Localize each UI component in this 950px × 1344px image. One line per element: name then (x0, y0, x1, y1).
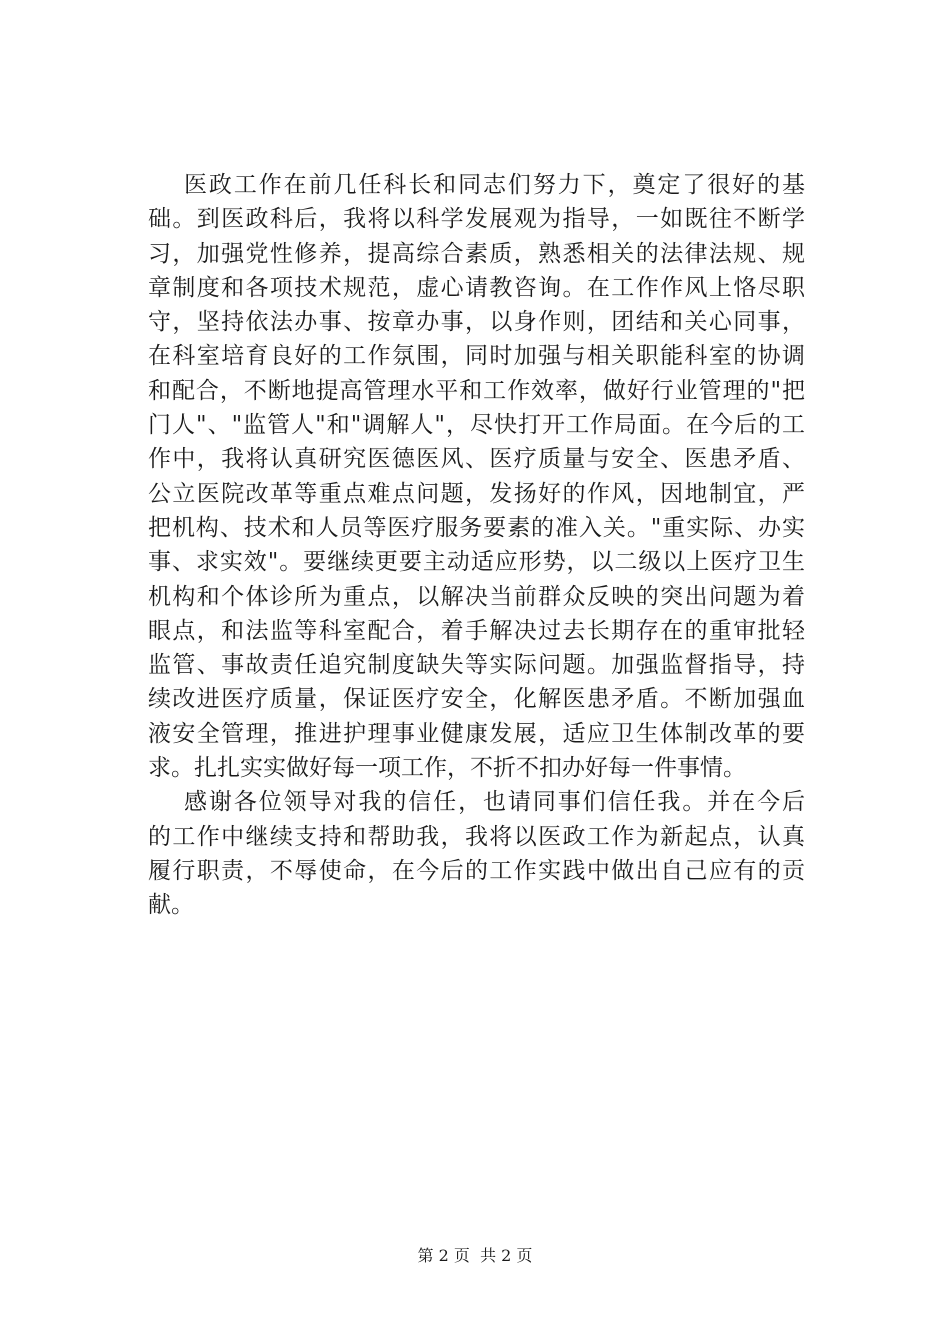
paragraph-line: 机构和个体诊所为重点，以解决当前群众反映的突出问题为着 (148, 583, 805, 610)
paragraph-line: 液安全管理，推进护理事业健康发展，适应卫生体制改革的要 (148, 720, 805, 747)
paragraph-line: 门人"、"监管人"和"调解人"，尽快打开工作局面。在今后的工 (148, 412, 805, 439)
paragraph-line: 习，加强党性修养，提高综合素质，熟悉相关的法律法规、规 (148, 240, 805, 267)
paragraph-line: 事、求实效"。要继续更要主动适应形势，以二级以上医疗卫生 (148, 549, 805, 576)
paragraph-line: 把机构、技术和人员等医疗服务要素的准入关。"重实际、办实 (148, 514, 805, 541)
page-footer: 第 2 页 共 2 页 (417, 1246, 533, 1265)
paragraph-line: 和配合，不断地提高管理水平和工作效率，做好行业管理的"把 (148, 377, 805, 404)
paragraph-line: 眼点，和法监等科室配合，着手解决过去长期存在的重审批轻 (148, 617, 805, 644)
paragraph-1 (148, 168, 805, 785)
paragraph-2 (148, 785, 805, 922)
body-text (148, 168, 805, 923)
paragraph-line: 的工作中继续支持和帮助我，我将以医政工作为新起点，认真 (148, 823, 805, 850)
paragraph-line: 求。扎扎实实做好每一项工作，不折不扣办好每一件事情。 (148, 755, 746, 782)
paragraph-line: 作中，我将认真研究医德医风、医疗质量与安全、医患矛盾、 (148, 446, 805, 473)
paragraph-line: 续改进医疗质量，保证医疗安全，化解医患矛盾。不断加强血 (148, 686, 805, 713)
paragraph-line: 医政工作在前几任科长和同志们努力下，奠定了很好的基 (184, 172, 805, 198)
paragraph-line: 履行职责，不辱使命，在今后的工作实践中做出自己应有的贡 (148, 857, 805, 884)
paragraph-line: 章制度和各项技术规范，虚心请教咨询。在工作作风上恪尽职 (148, 274, 805, 301)
paragraph-line: 感谢各位领导对我的信任，也请同事们信任我。并在今后 (184, 789, 805, 816)
paragraph-line: 在科室培育良好的工作氛围，同时加强与相关职能科室的协调 (148, 343, 805, 370)
paragraph-line: 公立医院改革等重点难点问题，发扬好的作风，因地制宜，严 (148, 480, 805, 507)
paragraph-line: 监管、事故责任追究制度缺失等实际问题。加强监督指导，持 (148, 652, 805, 679)
paragraph-line: 献。 (148, 892, 194, 919)
paragraph-line: 础。到医政科后，我将以科学发展观为指导，一如既往不断学 (148, 206, 805, 233)
paragraph-line: 守，坚持依法办事、按章办事，以身作则，团结和关心同事， (148, 309, 805, 336)
